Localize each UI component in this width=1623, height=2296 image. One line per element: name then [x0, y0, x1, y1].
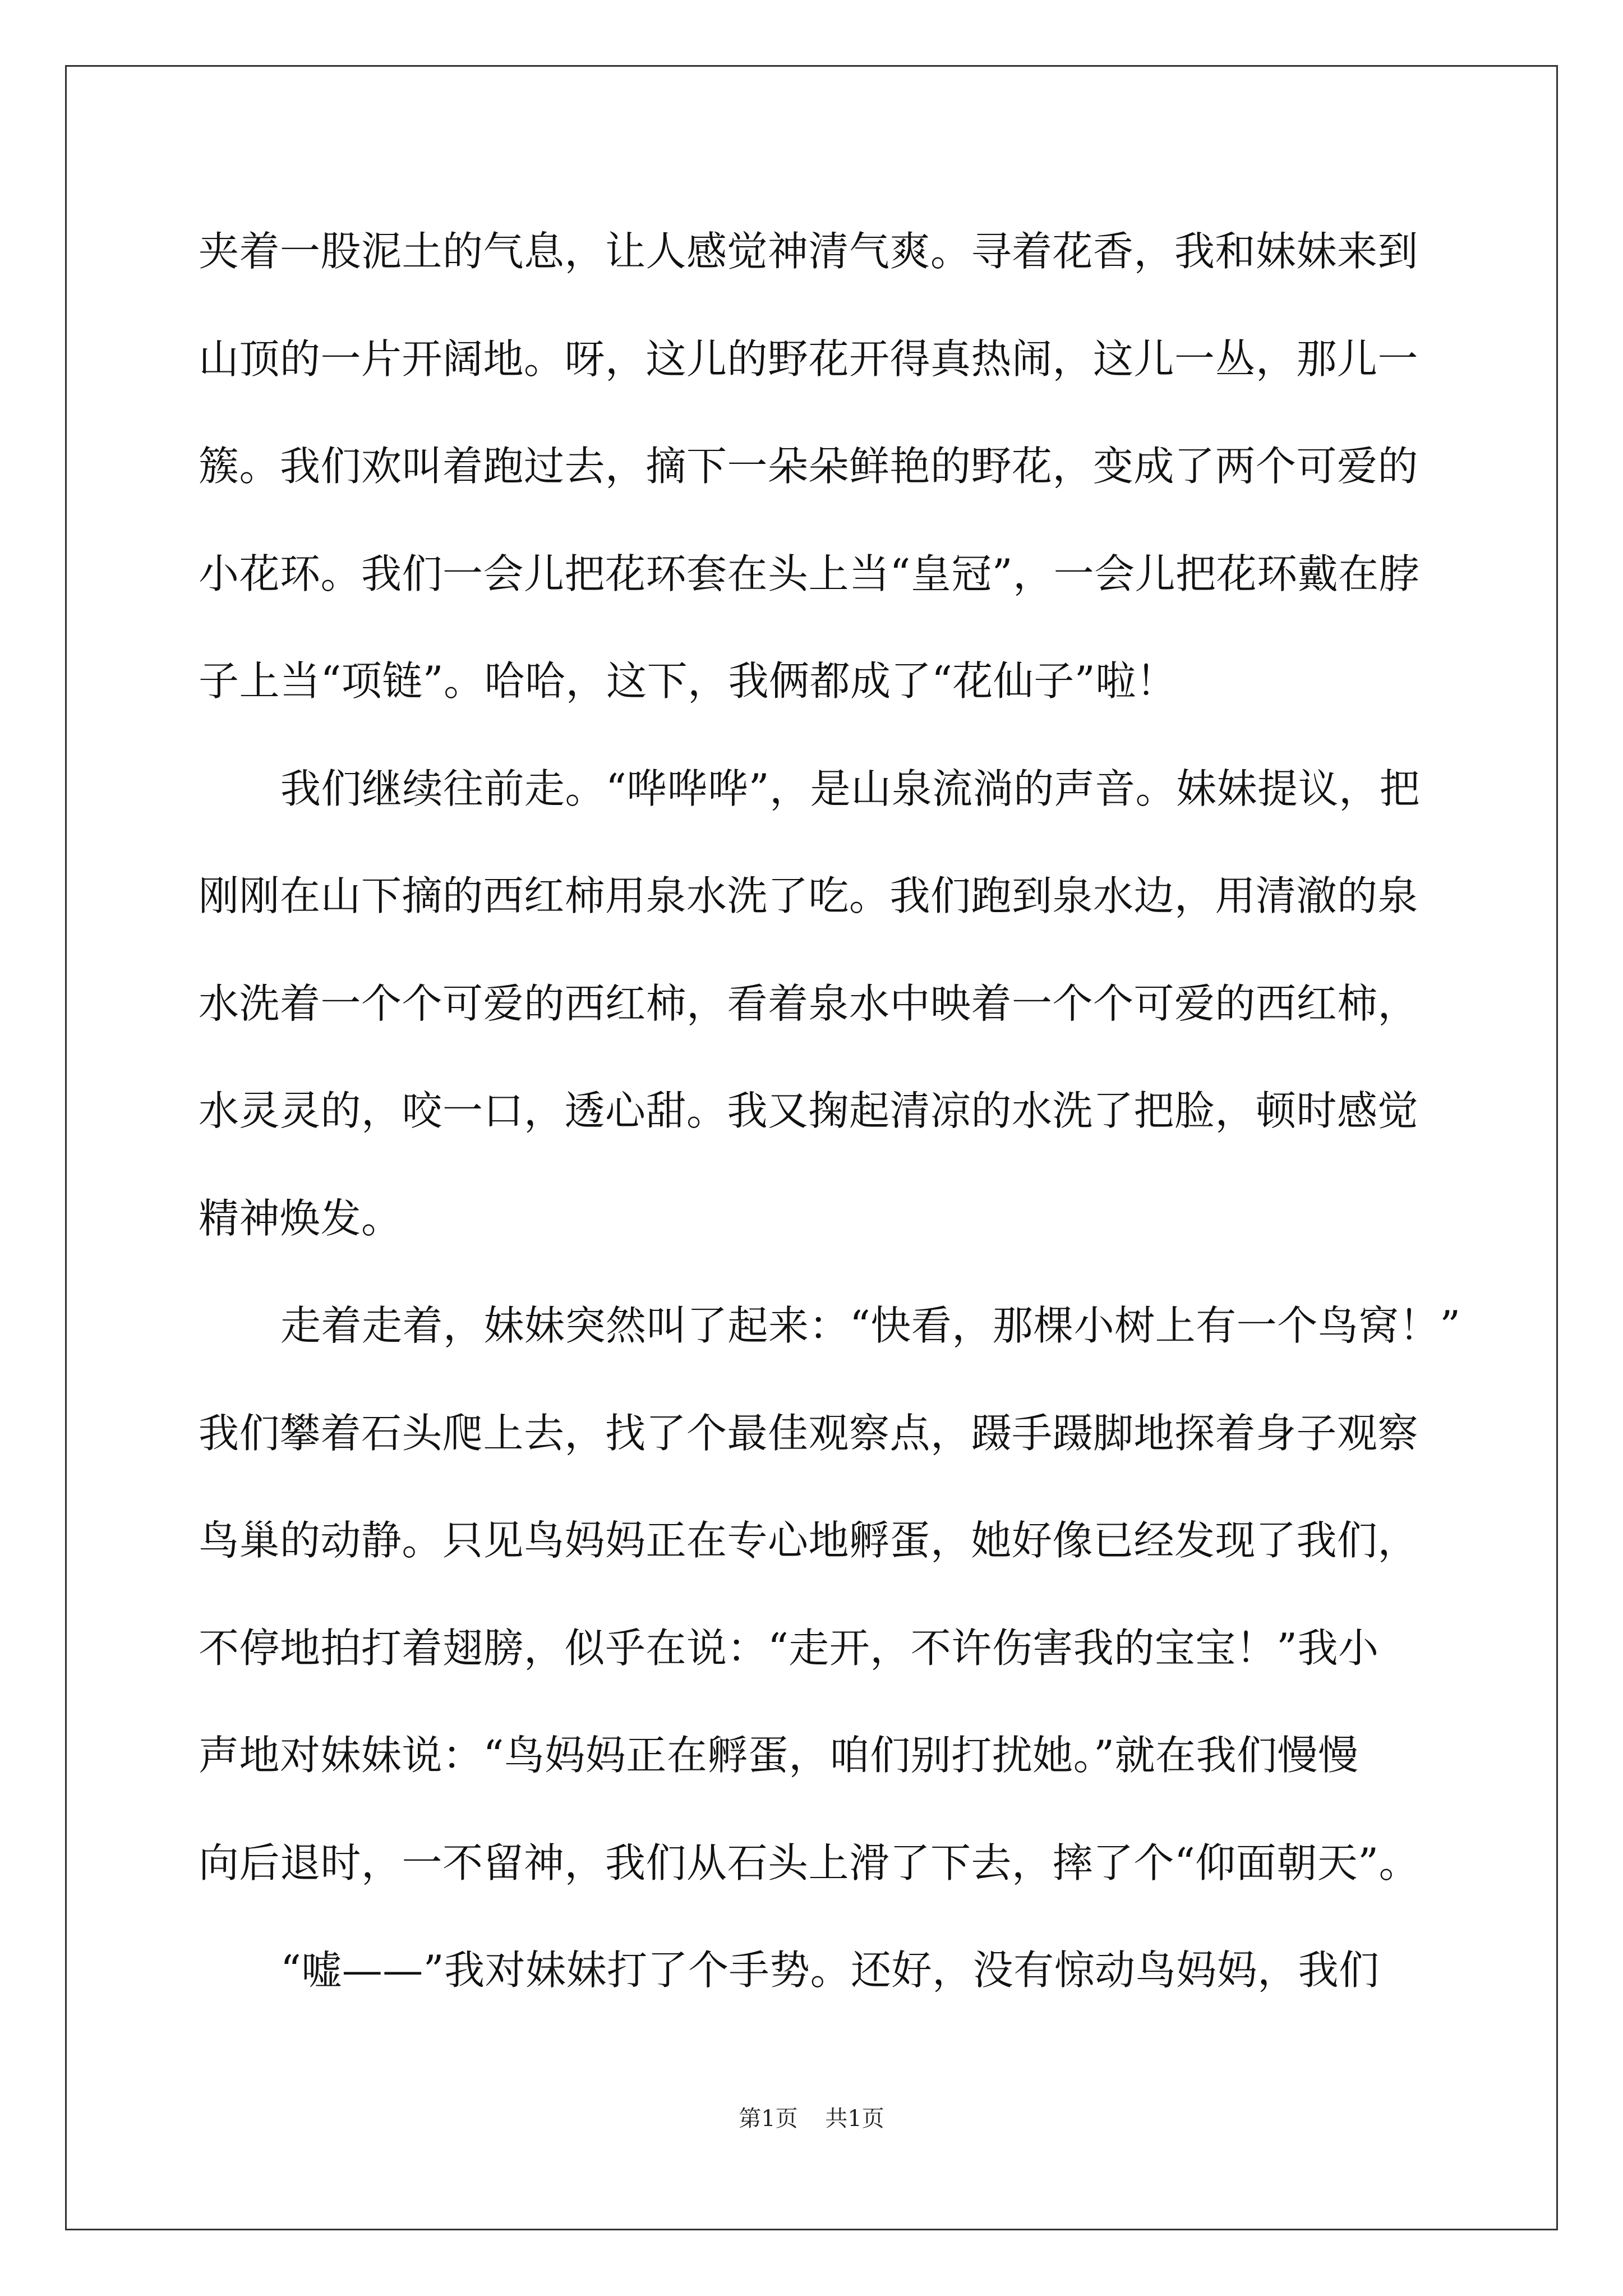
paragraph-start-line: “嘘——”我对妹妹打了个手势。还好，没有惊动鸟妈妈，我们 — [280, 1947, 1380, 1994]
paragraph-start-line: 走着走着，妹妹突然叫了起来：“快看，那棵小树上有一个鸟窝！” — [280, 1302, 1461, 1349]
page-number: 第1页 — [739, 2106, 798, 2132]
document-body — [199, 223, 1461, 2050]
text-line: 山顶的一片开阔地。呀，这儿的野花开得真热闹，这儿一丛，那儿一 — [199, 335, 1419, 383]
page-footer — [0, 2105, 1623, 2133]
text-line: 向后退时，一不留神，我们从石头上滑了下去，摔了个“仰面朝天”。 — [199, 1839, 1420, 1887]
page-total: 共1页 — [825, 2106, 884, 2132]
paragraph-start-line: 我们继续往前走。“哗哗哗”，是山泉流淌的声音。妹妹提议，把 — [280, 765, 1421, 812]
text-line: 小花环。我们一会儿把花环套在头上当“皇冠”，一会儿把花环戴在脖 — [199, 550, 1420, 597]
text-line: 声地对妹妹说：“鸟妈妈正在孵蛋，咱们别打扰她。”就在我们慢慢 — [199, 1732, 1359, 1779]
text-line: 水灵灵的，咬一口，透心甜。我又掬起清凉的水洗了把脸，顿时感觉 — [199, 1087, 1419, 1134]
text-line: 不停地拍打着翅膀，似乎在说：“走开，不许伤害我的宝宝！”我小 — [199, 1624, 1379, 1672]
text-line: 水洗着一个个可爱的西红柿，看着泉水中映着一个个可爱的西红柿， — [199, 979, 1419, 1027]
text-line: 精神焕发。 — [199, 1194, 402, 1242]
text-line: 夹着一股泥土的气息，让人感觉神清气爽。寻着花香，我和妹妹来到 — [199, 228, 1419, 275]
text-line: 刚刚在山下摘的西红柿用泉水洗了吃。我们跑到泉水边，用清澈的泉 — [199, 872, 1419, 919]
text-line: 鸟巢的动静。只见鸟妈妈正在专心地孵蛋，她好像已经发现了我们， — [199, 1517, 1419, 1564]
text-line: 子上当“项链”。哈哈，这下，我俩都成了“花仙子”啦！ — [199, 657, 1177, 705]
text-line: 我们攀着石头爬上去，找了个最佳观察点，蹑手蹑脚地探着身子观察 — [199, 1409, 1419, 1457]
text-line: 簇。我们欢叫着跑过去，摘下一朵朵鲜艳的野花，变成了两个可爱的 — [199, 443, 1419, 490]
